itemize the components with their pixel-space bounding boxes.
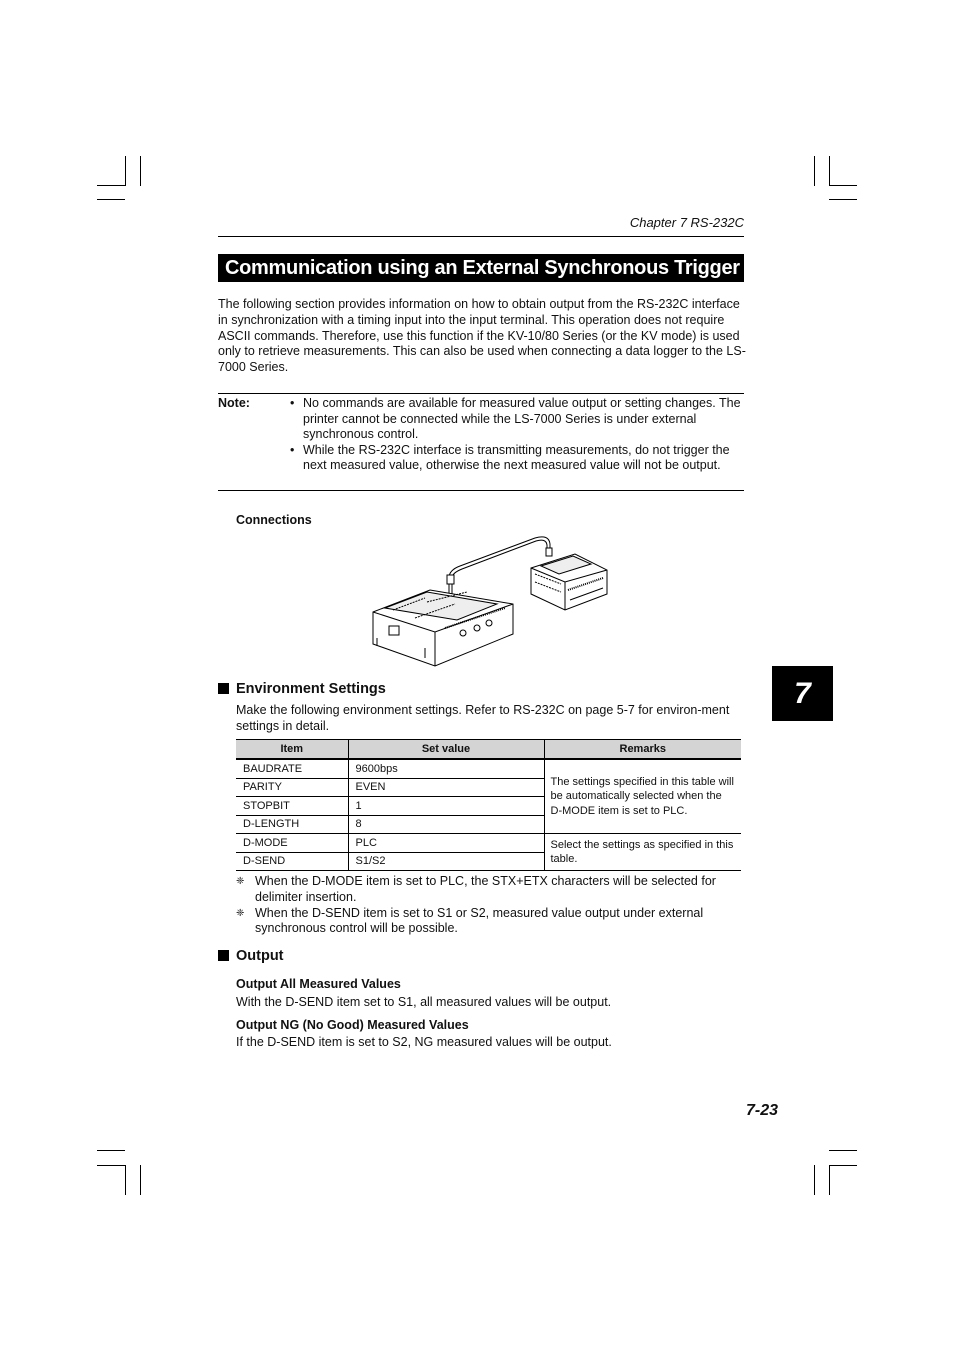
note-label: Note: [218,396,250,410]
chapter-header: Chapter 7 RS-232C [629,215,744,230]
output-heading-text: Output [236,948,284,964]
output-all-heading: Output All Measured Values [236,977,401,991]
section-title: Communication using an External Synchronous Trigger [225,257,740,279]
list-item: ❈ When the D-MODE item is set to PLC, the STX+ETX characters will be selected for delimiter insertion. [236,874,744,906]
environment-heading [218,681,386,697]
output-all-text: With the D-SEND item set to S1, all measured values will be output. [236,995,612,1009]
bullet-square-icon [218,683,229,694]
environment-notes [236,874,744,937]
environment-text: Make the following environment settings. Refer to RS-232C on page 5-7 for environ-ment settings in detail. [236,703,730,733]
table-cell: 9600bps [348,759,544,778]
table-header-cell: Item [236,740,348,760]
environment-heading-text: Environment Settings [236,681,386,697]
table-cell: 8 [348,815,544,834]
chapter-tab: 7 [772,666,833,721]
connections-heading: Connections [236,513,312,527]
table-header-cell: Remarks [544,740,741,760]
connection-diagram [365,530,615,668]
note-item: • No commands are available for measured value output or setting changes. The printer cannot be connected while the LS-7000 Series is under external synchronous control. [290,396,746,443]
table-cell: PLC [348,834,544,853]
table-remark: Select the settings as specified in this table. [544,834,741,871]
table-cell: D-SEND [236,852,348,871]
section-title-bar [218,254,744,282]
table-cell: BAUDRATE [236,759,348,778]
note-list [290,396,746,474]
table-header-row [236,740,741,760]
table-cell: 1 [348,797,544,816]
page-number: 7-23 [745,1102,778,1119]
output-ng-text: If the D-SEND item is set to S2, NG measured values will be output. [236,1035,612,1049]
table-cell: D-LENGTH [236,815,348,834]
table-cell: S1/S2 [348,852,544,871]
table-row [236,834,741,853]
list-item: ❈ When the D-SEND item is set to S1 or S2, measured value output under external synchronous control will be possible. [236,906,744,938]
table-cell: D-MODE [236,834,348,853]
bullet-square-icon [218,950,229,961]
output-heading [218,948,284,964]
table-cell: STOPBIT [236,797,348,816]
table-row [236,759,741,778]
intro-paragraph: The following section provides information on how to obtain output from the RS-232C interface in synchronization with a timing input into the input terminal. This operation does not require ASCII commands. Therefore, use this function if the KV-10/80 Series (or the KV mode) is used only to retrieve measurements. This can also be used when connecting a data logger to the LS-7000 Series. [218,297,746,375]
header-rule [218,236,744,237]
note-item: • While the RS-232C interface is transmitting measurements, do not trigger the next measured value, otherwise the next measured value will not be output. [290,443,746,474]
table-cell: EVEN [348,778,544,797]
table-cell: PARITY [236,778,348,797]
environment-table [236,739,741,871]
table-header-cell: Set value [348,740,544,760]
table-remark: The settings specified in this table will be automatically selected when the D-MODE item is set to PLC. [544,759,741,834]
output-ng-heading: Output NG (No Good) Measured Values [236,1018,469,1032]
